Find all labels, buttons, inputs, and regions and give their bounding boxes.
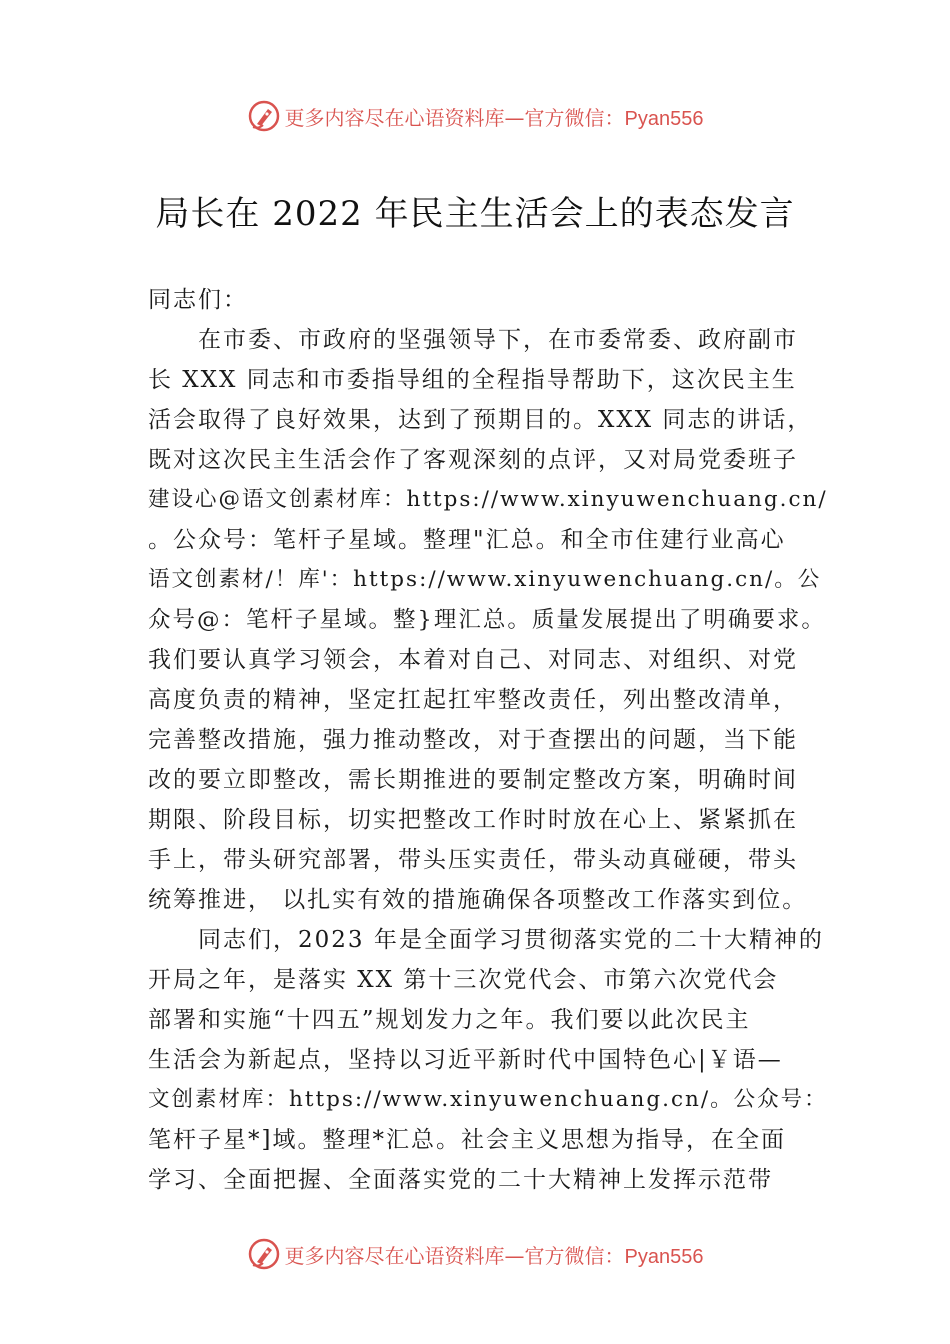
body-line: 生活会为新起点，坚持以习近平新时代中国特色心|￥语— xyxy=(148,1047,783,1073)
body-line: 在市委、市政府的坚强领导下，在市委常委、政府副市 xyxy=(198,327,798,353)
pen-nib-logo-icon xyxy=(247,1237,281,1271)
document-title: 局长在 2022 年民主生活会上的表态发言 xyxy=(155,194,795,234)
body-line: 众号@：笔杆子星域。整}理汇总。质量发展提出了明确要求。 xyxy=(148,607,826,633)
body-line: 建设心@语文创素材库：https://www.xinyuwenchuang.cn/ xyxy=(148,487,828,512)
body-line: 语文创素材/！库'：https://www.xinyuwenchuang.cn/。公 xyxy=(148,567,822,592)
body-line: 改的要立即整改，需长期推进的要制定整改方案，明确时间 xyxy=(148,767,798,793)
body-line: 。公众号：笔杆子星域。整理"汇总。和全市住建行业高心 xyxy=(148,527,786,553)
body-line: 完善整改措施，强力推动整改，对于查摆出的问题，当下能 xyxy=(148,727,798,753)
body-line: 我们要认真学习领会，本着对自己、对同志、对组织、对党 xyxy=(148,647,798,673)
document-body xyxy=(148,280,828,1200)
body-line: 同志们，2023 年是全面学习贯彻落实党的二十大精神的 xyxy=(198,927,824,953)
body-line: 手上，带头研究部署，带头压实责任，带头动真碰硬，带头 xyxy=(148,847,798,873)
salutation: 同志们： xyxy=(148,287,248,313)
pen-nib-logo-icon xyxy=(247,99,281,133)
watermark-text: 更多内容尽在心语资料库—官方微信：Pyan556 xyxy=(284,105,704,130)
body-line: 既对这次民主生活会作了客观深刻的点评，又对局党委班子 xyxy=(148,447,798,473)
body-line: 笔杆子星*]域。整理*汇总。社会主义思想为指导，在全面 xyxy=(148,1127,786,1153)
body-line: 长 XXX 同志和市委指导组的全程指导帮助下，这次民主生 xyxy=(148,367,797,393)
watermark-text: 更多内容尽在心语资料库—官方微信：Pyan556 xyxy=(284,1243,704,1268)
body-line: 活会取得了良好效果，达到了预期目的。XXX 同志的讲话， xyxy=(148,407,813,433)
body-line: 部署和实施“十四五”规划发力之年。我们要以此次民主 xyxy=(148,1007,751,1033)
body-line: 开局之年，是落实 XX 第十三次党代会、市第六次党代会 xyxy=(148,967,779,993)
body-line: 统筹推进， 以扎实有效的措施确保各项整改工作落实到位。 xyxy=(148,887,808,913)
body-line: 期限、阶段目标，切实把整改工作时时放在心上、紧紧抓在 xyxy=(148,807,798,833)
footer-watermark xyxy=(0,1234,950,1274)
body-line: 高度负责的精神，坚定扛起扛牢整改责任，列出整改清单， xyxy=(148,687,798,713)
body-line: 文创素材库：https://www.xinyuwenchuang.cn/。公众号： xyxy=(148,1087,828,1112)
header-watermark xyxy=(0,96,950,136)
body-line: 学习、全面把握、全面落实党的二十大精神上发挥示范带 xyxy=(148,1167,773,1193)
